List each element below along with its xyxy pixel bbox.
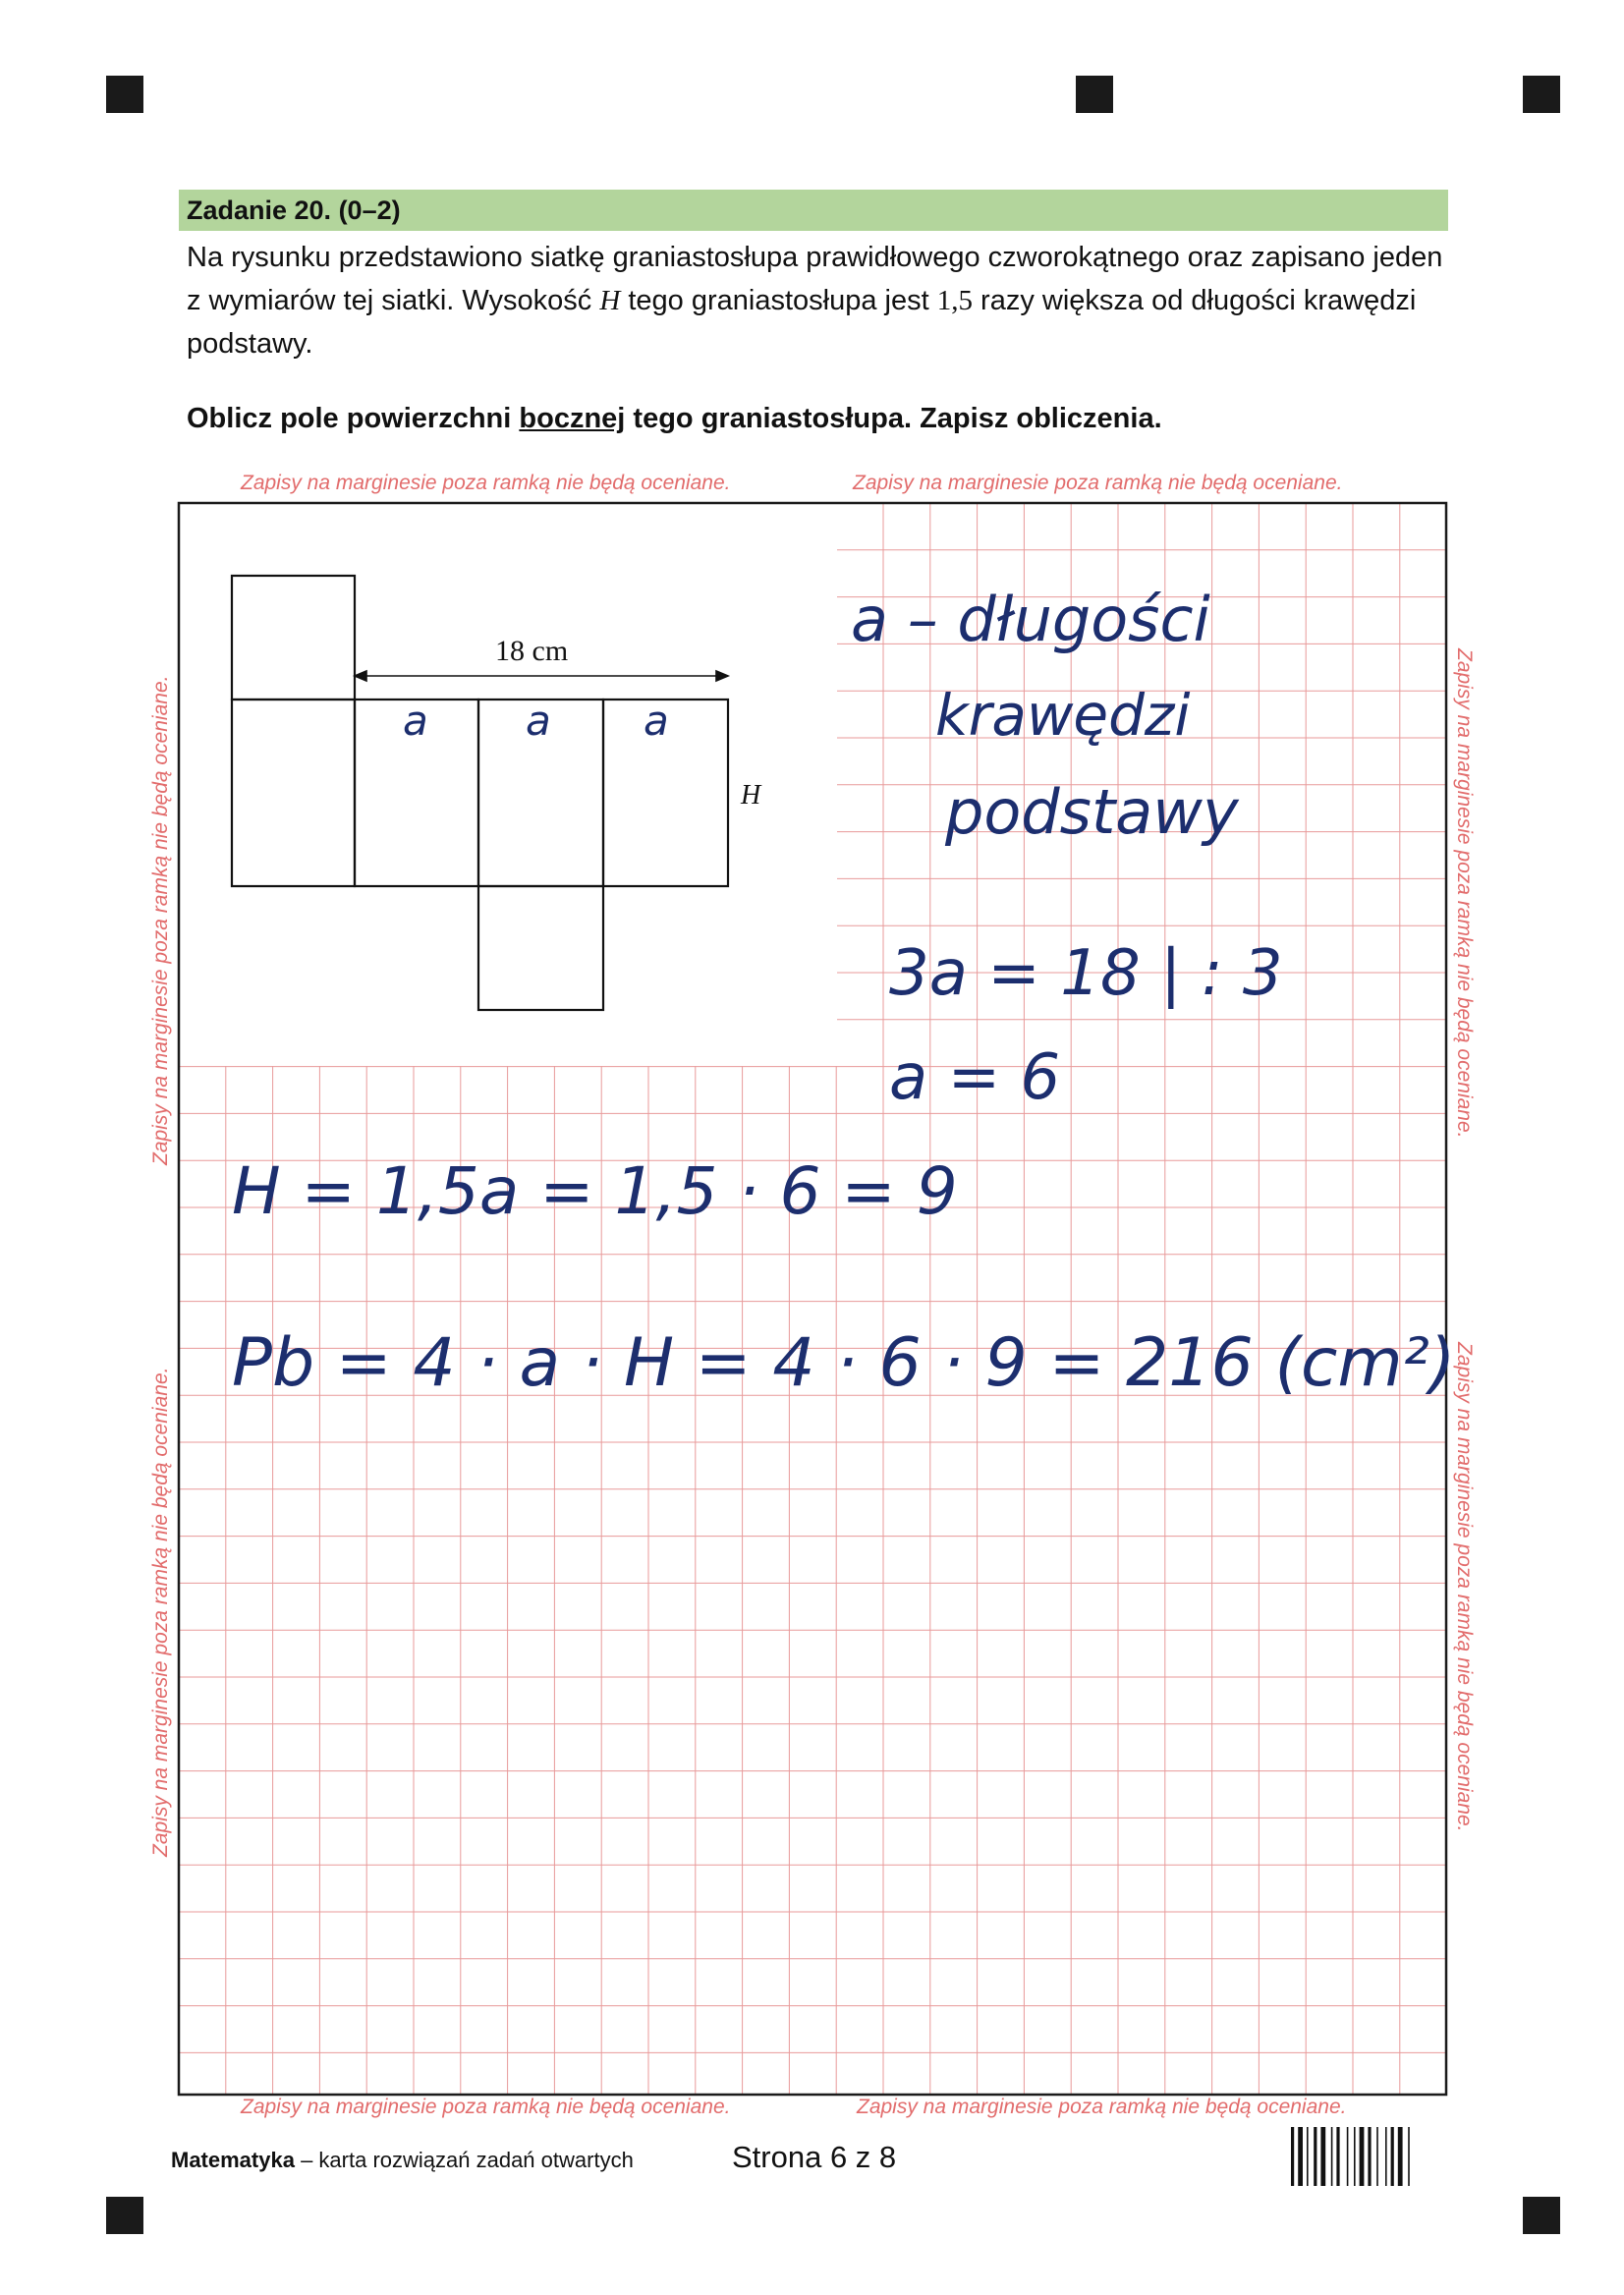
footer-subtitle: – karta rozwiązań zadań otwartych xyxy=(301,2148,634,2172)
task-title: Zadanie 20. (0–2) xyxy=(187,196,401,225)
barcode-bar xyxy=(1354,2127,1356,2186)
barcode-bar xyxy=(1298,2127,1303,2186)
margin-note-left-upper: Zapisy na marginesie poza ramką nie będą oceniane. xyxy=(149,675,172,1165)
handwriting-line2: krawędzi xyxy=(935,682,1191,749)
task-text-part2: tego graniastosłupa jest xyxy=(628,285,929,316)
answer-frame-border xyxy=(179,503,1446,2095)
net-side-face-1 xyxy=(232,700,355,886)
net-face-bottom xyxy=(478,886,603,1010)
barcode-bar xyxy=(1391,2127,1394,2186)
instruction-underlined: bocznej xyxy=(519,403,626,434)
barcode-bar xyxy=(1347,2127,1349,2186)
task-text-part1: Na rysunku przedstawiono siatkę graniastosłupa prawidłowego czworokątnego oraz zapisano jeden z wymiarów tej siatki. Wysokość xyxy=(187,242,1443,316)
margin-note-left-lower: Zapisy na marginesie poza ramką nie będą oceniane. xyxy=(149,1367,172,1857)
net-label-a-1: a xyxy=(403,697,428,745)
barcode-bar xyxy=(1368,2127,1371,2186)
barcode-bar xyxy=(1331,2127,1333,2186)
margin-note-top-left: Zapisy na marginesie poza ramką nie będą oceniane. xyxy=(241,472,731,494)
instruction-part1: Oblicz pole powierzchni xyxy=(187,403,512,434)
height-label: H xyxy=(741,780,761,811)
dimension-arrow xyxy=(355,671,728,681)
dimension-label: 18 cm xyxy=(495,635,569,667)
barcode-bar xyxy=(1336,2127,1339,2186)
grid-paper xyxy=(179,503,1446,2095)
barcode-bar xyxy=(1320,2127,1325,2186)
barcode-bar xyxy=(1360,2127,1365,2186)
handwriting-eq4: Pb = 4 · a · H = 4 · 6 · 9 = 216 (cm²) xyxy=(232,1324,1456,1402)
barcode-bar xyxy=(1398,2127,1403,2186)
task-text-part3: razy większa od długości krawędzi podstawy. xyxy=(187,285,1417,360)
prism-net xyxy=(232,576,728,1010)
net-face-top xyxy=(232,576,355,700)
handwriting-eq1: 3a = 18 | : 3 xyxy=(889,937,1283,1010)
task-factor: 1,5 xyxy=(936,285,973,316)
task-var-h: H xyxy=(599,285,621,316)
barcode-bar xyxy=(1291,2127,1294,2186)
handwriting-line1: a – długości xyxy=(851,584,1210,655)
barcode-bar xyxy=(1385,2127,1387,2186)
footer-subject xyxy=(171,2148,634,2173)
barcode-bar xyxy=(1408,2127,1410,2186)
margin-note-right-lower: Zapisy na marginesie poza ramką nie będą oceniane. xyxy=(1453,1342,1476,1832)
instruction-part2: tego graniastosłupa. Zapisz obliczenia. xyxy=(633,403,1162,434)
barcode-bar xyxy=(1307,2127,1309,2186)
barcode-bar xyxy=(1376,2127,1378,2186)
page-number: Strona 6 z 8 xyxy=(732,2140,897,2174)
handwriting-eq2: a = 6 xyxy=(889,1041,1061,1114)
net-label-a-3: a xyxy=(644,697,669,745)
handwriting-line3: podstawy xyxy=(945,776,1239,848)
barcode-bar xyxy=(1314,2127,1316,2186)
handwriting-eq3: H = 1,5a = 1,5 · 6 = 9 xyxy=(232,1153,958,1229)
net-label-a-2: a xyxy=(526,697,551,745)
margin-note-right-upper: Zapisy na marginesie poza ramką nie będą oceniane. xyxy=(1453,648,1476,1139)
barcode xyxy=(1291,2127,1446,2186)
margin-note-bottom-left: Zapisy na marginesie poza ramką nie będą oceniane. xyxy=(241,2096,731,2118)
margin-note-bottom-right: Zapisy na marginesie poza ramką nie będą oceniane. xyxy=(857,2096,1347,2118)
margin-note-top-right: Zapisy na marginesie poza ramką nie będą oceniane. xyxy=(853,472,1343,494)
footer-subject-name: Matematyka xyxy=(171,2148,295,2172)
